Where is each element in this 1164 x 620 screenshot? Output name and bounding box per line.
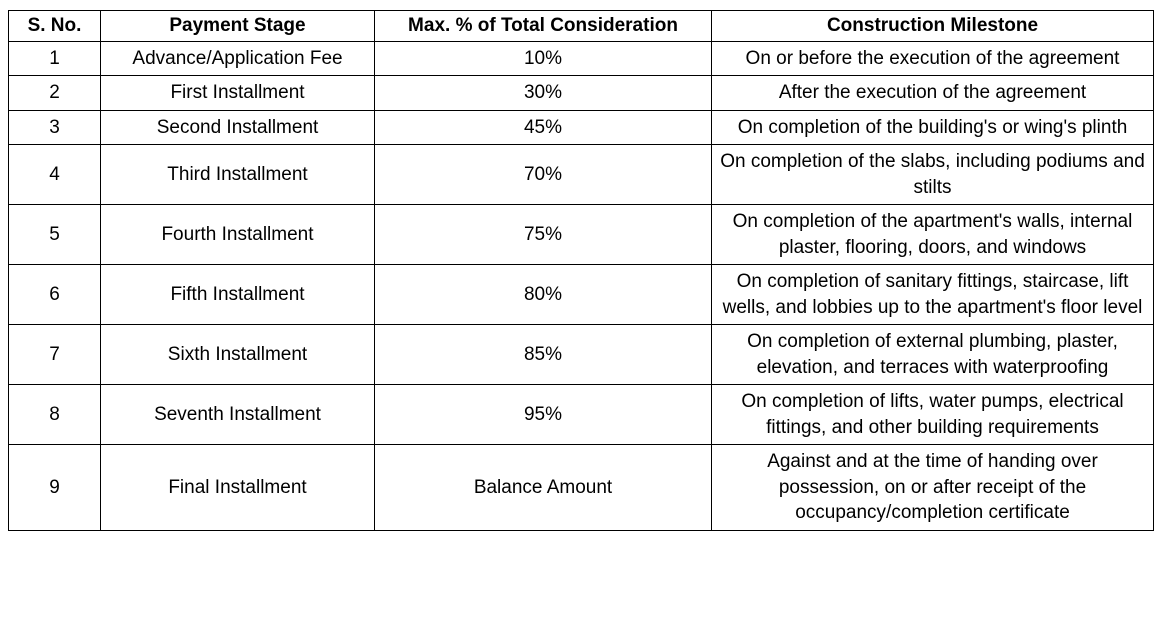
table-header bbox=[9, 11, 1154, 42]
cell-payment-stage: Third Installment bbox=[101, 145, 375, 205]
cell-payment-stage: Second Installment bbox=[101, 110, 375, 145]
cell-sno: 1 bbox=[9, 41, 101, 76]
header-row bbox=[9, 11, 1154, 42]
cell-sno: 2 bbox=[9, 76, 101, 111]
cell-milestone: On completion of lifts, water pumps, electrical fittings, and other building requirements bbox=[712, 385, 1154, 445]
cell-max-percent: 45% bbox=[375, 110, 712, 145]
cell-sno: 5 bbox=[9, 205, 101, 265]
cell-sno: 4 bbox=[9, 145, 101, 205]
cell-max-percent: Balance Amount bbox=[375, 445, 712, 531]
cell-milestone: On completion of sanitary fittings, staircase, lift wells, and lobbies up to the apartment's floor level bbox=[712, 265, 1154, 325]
table-row bbox=[9, 445, 1154, 531]
table-row bbox=[9, 145, 1154, 205]
cell-sno: 9 bbox=[9, 445, 101, 531]
cell-payment-stage: Sixth Installment bbox=[101, 325, 375, 385]
cell-payment-stage: Fifth Installment bbox=[101, 265, 375, 325]
table-row bbox=[9, 385, 1154, 445]
cell-milestone: On completion of the building's or wing's plinth bbox=[712, 110, 1154, 145]
header-construction-milestone: Construction Milestone bbox=[712, 11, 1154, 42]
cell-sno: 3 bbox=[9, 110, 101, 145]
cell-max-percent: 30% bbox=[375, 76, 712, 111]
cell-milestone: On completion of the apartment's walls, internal plaster, flooring, doors, and windows bbox=[712, 205, 1154, 265]
cell-max-percent: 10% bbox=[375, 41, 712, 76]
cell-sno: 7 bbox=[9, 325, 101, 385]
cell-payment-stage: First Installment bbox=[101, 76, 375, 111]
table-body bbox=[9, 41, 1154, 530]
table-row bbox=[9, 205, 1154, 265]
cell-sno: 8 bbox=[9, 385, 101, 445]
cell-payment-stage: Advance/Application Fee bbox=[101, 41, 375, 76]
cell-max-percent: 85% bbox=[375, 325, 712, 385]
cell-milestone: On or before the execution of the agreement bbox=[712, 41, 1154, 76]
cell-milestone: Against and at the time of handing over possession, on or after receipt of the occupancy/completion certificate bbox=[712, 445, 1154, 531]
cell-max-percent: 75% bbox=[375, 205, 712, 265]
cell-max-percent: 80% bbox=[375, 265, 712, 325]
table-row bbox=[9, 76, 1154, 111]
table-row bbox=[9, 41, 1154, 76]
cell-milestone: On completion of external plumbing, plaster, elevation, and terraces with waterproofing bbox=[712, 325, 1154, 385]
header-sno: S. No. bbox=[9, 11, 101, 42]
cell-payment-stage: Fourth Installment bbox=[101, 205, 375, 265]
header-max-percent: Max. % of Total Consideration bbox=[375, 11, 712, 42]
cell-payment-stage: Final Installment bbox=[101, 445, 375, 531]
header-payment-stage: Payment Stage bbox=[101, 11, 375, 42]
table-row bbox=[9, 110, 1154, 145]
cell-max-percent: 95% bbox=[375, 385, 712, 445]
table-row bbox=[9, 265, 1154, 325]
cell-payment-stage: Seventh Installment bbox=[101, 385, 375, 445]
payment-schedule-table bbox=[8, 10, 1154, 531]
cell-max-percent: 70% bbox=[375, 145, 712, 205]
cell-milestone: On completion of the slabs, including podiums and stilts bbox=[712, 145, 1154, 205]
cell-sno: 6 bbox=[9, 265, 101, 325]
cell-milestone: After the execution of the agreement bbox=[712, 76, 1154, 111]
table-row bbox=[9, 325, 1154, 385]
